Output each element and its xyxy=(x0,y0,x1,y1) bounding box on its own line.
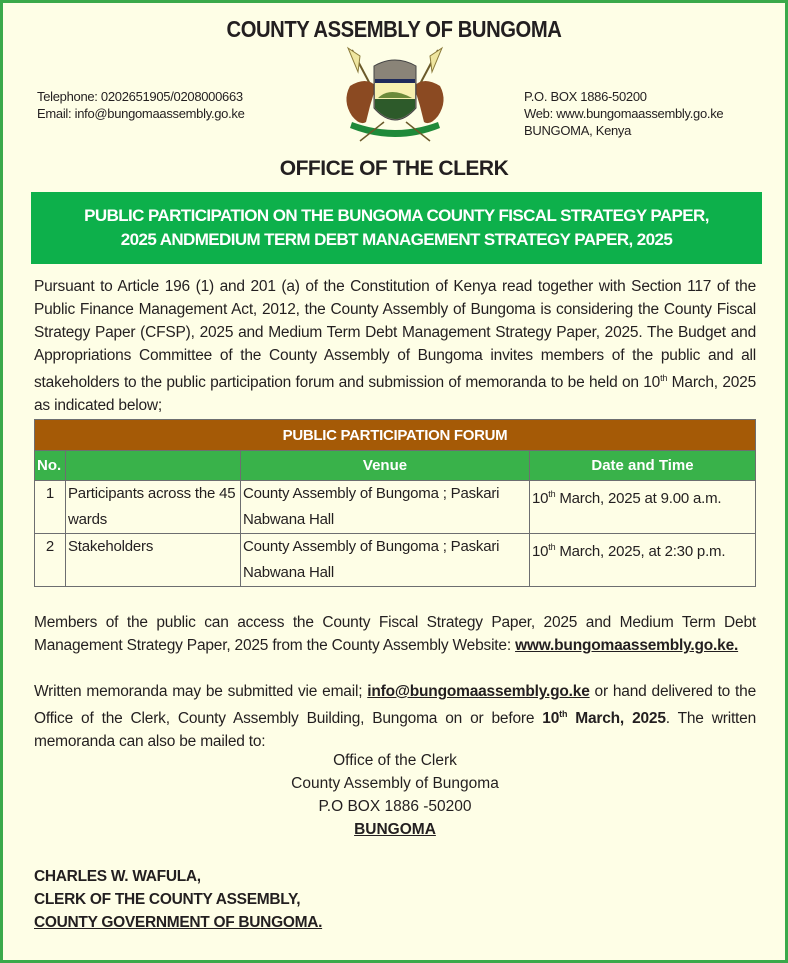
mailing-address: Office of the Clerk County Assembly of Bungoma P.O BOX 1886 -50200 BUNGOMA xyxy=(291,752,499,838)
po-box: P.O. BOX 1886-50200 xyxy=(524,89,647,104)
website-link[interactable]: www.bungomaassembly.go.ke. xyxy=(515,637,739,654)
signature-block xyxy=(34,865,322,934)
memoranda-paragraph: Written memoranda may be submitted vie email; info@bungomaassembly.go.ke or hand delivered to the Office of the Clerk, County Assembly Building, Bungoma on or before 10th March, 2025. The written memoranda can also be mailed to: xyxy=(34,683,756,751)
email-link[interactable]: info@bungomaassembly.go.ke xyxy=(367,683,590,700)
col-venue: Venue xyxy=(241,451,530,481)
contact-right xyxy=(524,88,723,139)
signatory-title: CLERK OF THE COUNTY ASSEMBLY, xyxy=(34,891,301,908)
intro-paragraph: Pursuant to Article 196 (1) and 201 (a) of the Constitution of Kenya read together with Section 117 of the Public Finance Management Act, 2012, the County Assembly of Bungoma is considering the County Fiscal Strategy Paper (CFSP), 2025 and Medium Term Debt Management Strategy Paper, 2025. The Budget and Appropriations Committee of the County Assembly of Bungoma invites members of the public and all stakeholders to the public participation forum and submission of memoranda to be held on 10th March, 2025 as indicated below; xyxy=(34,278,756,415)
table-row: 2 Stakeholders County Assembly of Bungoma ; Paskari Nabwana Hall 10th March, 2025, at 2:30 p.m. xyxy=(35,534,756,587)
access-paragraph: Members of the public can access the County Fiscal Strategy Paper, 2025 and Medium Term Debt Management Strategy Paper, 2025 from the County Assembly Website: www.bungomaassembly.go.ke. xyxy=(34,614,756,654)
forum-table xyxy=(34,419,756,587)
contact-left xyxy=(37,88,245,122)
county-crest-icon xyxy=(330,46,460,146)
table-row: 1 Participants across the 45 wards County Assembly of Bungoma ; Paskari Nabwana Hall 10th March, 2025 at 9.00 a.m. xyxy=(35,481,756,534)
banner-line-1: PUBLIC PARTICIPATION ON THE BUNGOMA COUNTY FISCAL STRATEGY PAPER, xyxy=(84,206,709,225)
signatory-name: CHARLES W. WAFULA, xyxy=(34,868,201,885)
col-date: Date and Time xyxy=(530,451,756,481)
col-participants xyxy=(66,451,241,481)
website: Web: www.bungomaassembly.go.ke xyxy=(524,106,724,121)
town: BUNGOMA, Kenya xyxy=(524,123,632,138)
email: Email: info@bungomaassembly.go.ke xyxy=(37,106,245,121)
office-title: OFFICE OF THE CLERK xyxy=(279,157,509,180)
deadline: 10th March, 2025 xyxy=(542,709,666,728)
notice-banner xyxy=(31,192,762,264)
telephone: Telephone: 0202651905/0208000663 xyxy=(37,89,243,104)
banner-line-2: 2025 ANDMEDIUM TERM DEBT MANAGEMENT STRATEGY PAPER, 2025 xyxy=(120,230,673,249)
signatory-org: COUNTY GOVERNMENT OF BUNGOMA. xyxy=(34,914,323,931)
forum-title: PUBLIC PARTICIPATION FORUM xyxy=(35,420,756,451)
col-no: No. xyxy=(35,451,66,481)
assembly-title: COUNTY ASSEMBLY OF BUNGOMA xyxy=(226,16,562,42)
